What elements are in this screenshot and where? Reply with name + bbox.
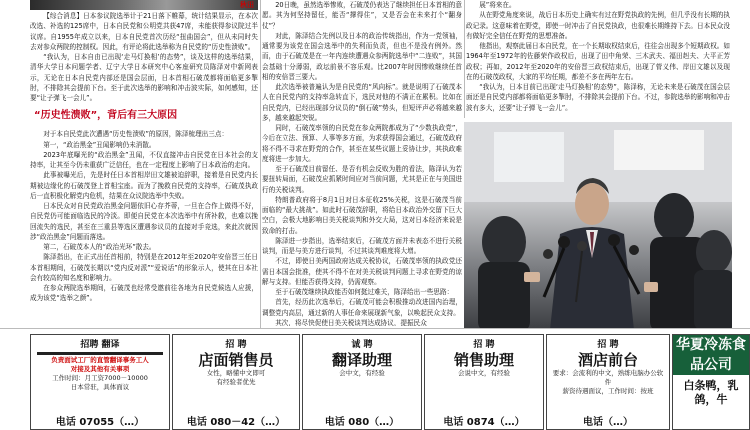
paragraph: “我认为，日本自由已出现‘走马灯换相’的态势”，谈及这样的选举结果，清华大学日本问题学者、辽宁大学日本研究中心客座研究员陈泽对中新网表示，无论在日本自民党内部还是国会层面，日本首相石破茂都将面临更多掣肘，不排除其会提前下台。至于此次选举的影响和冲击波实际，如何感知，还要“让子弹飞一会儿”。 <box>30 53 258 102</box>
paragraph: 在参众两院选举期间，石破茂也经常受邀前往各地为自民党候选人应援，成为该党“选举之颜”。 <box>30 284 258 303</box>
ad-line: 女性，略懂中文即可 <box>206 369 266 377</box>
paragraph: 展”将来在。 <box>479 1 516 9</box>
ad-title: 翻译助理 <box>331 351 392 369</box>
ad-header: 招聘 翻译 <box>80 340 120 350</box>
ad-translator <box>30 334 170 430</box>
column-divider <box>464 0 465 118</box>
ad-sales-assistant <box>424 334 544 430</box>
paragraph: 20日晚，虽然选举惨败，石破茂仍表达了继续担任日本首相的意愿。其为何坚持留任，能否“撑得住”，又是否会在未来打个“翻身仗”？ <box>262 1 462 30</box>
ad-phone: 电话 07055（…） <box>55 417 145 428</box>
ad-line: 会说中文，有经验 <box>458 369 510 377</box>
paragraph: 对于本自民党此次遭遇“历史性溃败”的原因，陈泽梳理出三点： <box>43 130 229 139</box>
subheading: “历史性溃败”，背后有三大原因 <box>34 110 178 122</box>
ad-translation-assistant <box>302 334 422 430</box>
press-scrum-illustration <box>464 122 732 328</box>
paragraph: 第一，“政治黑金”丑闻影响仍未消散。 <box>43 140 156 149</box>
ad-line: 要求：会流利的中文，熟练电脑办公软件 <box>552 369 664 386</box>
ad-phone: 电话 080（…） <box>324 417 400 428</box>
ad-title: 店面销售员 <box>198 351 274 369</box>
ad-line: 工作时间：月工资7000－10000 <box>52 374 148 382</box>
classifieds-strip <box>30 334 750 430</box>
paragraph: 【综合消息】日本参议院选举计于21日落下帷幕，统计结果显示，在本次改选、补选的125席中，日本自民党和公明党共获47席，未能获得参议院过半议席。自1955年成立以来，日本自民党首次历经“扭曲国会”，但从未同时失去对参众两院的控制权。因此，有评论将此选举称为自民党的“历史性溃败”。 <box>30 12 258 51</box>
paragraph: 至于石破茂目前留任、是否有机会反败为胜的看法，陈泽认为若要扭转局面，石破茂应抓紧时间应对当前问题，尤其是正在与美国进行的关税谈判。 <box>262 165 462 194</box>
photo-tag: 秋田 <box>240 1 254 9</box>
paragraph: 此次选举被普遍认为是自民党的“风向标”。就是说明了石破茂本人在自民党内的支持率急转直下，选民对他的不满正在累积。比如在自民党内，已经出现部分议员的“倒石破”势头，但短评声必将越来越多，越来越起突锐。 <box>262 83 462 122</box>
article-column-3 <box>466 0 730 117</box>
paragraph: 2023年底曝光的“政治黑金”丑闻，不仅直接冲击自民党在日本社会的支持率，让其至今仍未重获广泛信任，也在一定程度上影响了日本政治的走向。 <box>30 150 258 169</box>
paragraph: 其次，将尽快促使日美关税谈判达成协议，提振民众 <box>275 318 427 326</box>
ad-phone: 电话（…） <box>583 417 633 428</box>
ad-frozen-food <box>672 334 750 430</box>
paragraph: 此事被曝光后，先是时任日本首相岸田文雄被迫辞职，接着是自民党内长期被边缘化的石破茂登上首相宝座。而为了挽救自民党的支持率，石破茂执政后一直积极化解党内危机，结果在众议院选举中失败。 <box>30 171 258 200</box>
news-photo <box>464 122 732 328</box>
ad-hotel-front-desk <box>546 334 670 430</box>
ads-divider <box>0 328 750 329</box>
ad-header: 招 聘 <box>225 340 247 350</box>
ad-header: 华夏冷冻食品公司 <box>673 335 749 375</box>
paragraph: 第二，石破茂本人的“政治光环”散去。 <box>43 243 156 251</box>
ad-line: 有经验者优先 <box>216 378 256 386</box>
paragraph: 至于石破茂继续执政能否如何挺过难关，陈泽给出一些思路： <box>275 288 454 296</box>
ad-header: 诚 聘 <box>351 340 373 350</box>
ad-store-sales <box>172 334 300 430</box>
paragraph: 首先，经历此次选举后，石破茂可能会积极推动改进国内治理，调整党内高层，通过新的人事任命来展现新气象，以唤起民众支持。 <box>262 298 462 317</box>
ad-line: 负责面试工厂的直管翻译事务工人 <box>51 356 149 364</box>
ad-phone: 电话 0874（…） <box>443 417 525 428</box>
paragraph: 他指出，观察此届日本自民党，在一个长期取权结束后，往往会出现多个短期政权。如1964年至1972年的佐藤荣作政权后，出现了田中角荣、三木武夫、福田赳夫、大平正芳政权；再如，2012年至2020年的安倍晋三政权结束后，出现了菅义伟、岸田文雄以及现在的石破茂政权，大家的平均任期，都差不多在两年左右。 <box>466 42 730 81</box>
paragraph: 同时，石破茂率领的自民党在参众两院都成为了“少数执政党”，今后在立法、预算、人事等多方面，为求获得国会通过，石破茂政府将不得不寻求在野党的合作，甚至在某些议题上妥协让步，其执政难度将进一步加大。 <box>262 124 462 163</box>
ad-header: 招 聘 <box>473 340 495 350</box>
article-column-1 <box>30 11 258 327</box>
top-photo-strip <box>30 0 258 10</box>
column-divider <box>260 0 261 328</box>
ad-line: 薪资待遇面议，工作时间：按班 <box>562 387 654 395</box>
ad-line: 日本常驻，具体面议 <box>70 383 130 391</box>
paragraph: 特朗普政府将于8月1日对日本征收25%关税，这是石破茂当前面临的“最大挑战”。如此时石破茂辞职，将给日本政治外交留下巨大空白，会极大地影响日美关税谈判和外交大局，这对日本经济来说是致命的打击。 <box>262 195 462 235</box>
ad-line: 对接及其他有关事项 <box>70 365 130 373</box>
ad-line: 会中文，有经验 <box>339 369 385 377</box>
paragraph: “我认为，日本目前已出现‘走马灯换相’的态势”，陈泽称，无论未来是石破茂在国会层面还是自民党内部都将面临更多掣肘，不排除其会提前下台。不过，参院选举的影响和冲击波有多大，还要“让子弹飞一会儿”。 <box>466 83 730 112</box>
paragraph: 不过，即使日美两国政府达成关税协议，石破茂率领的执政党还需日本国会批准，使其不得不在对美关税谈判问题上寻求在野党的谅解与支持。但能否获得支持，仍需观察。 <box>262 257 462 286</box>
ad-header: 招 聘 <box>597 340 619 350</box>
article-column-2 <box>262 0 462 326</box>
ad-line: 白条鸭，乳鸽，牛 <box>683 379 739 406</box>
paragraph: 从在野党角度来说，战后日本历史上确实有过在野党执政的先例，但几乎没有长期的执政记录。这意味着在野党，即使一时冲击了自民党执政，也很难长期维持下去。日本民众没有做好完全信任在野党的思想准备。 <box>466 11 730 40</box>
paragraph: 陈泽进一步指出，选举结束后，石破茂方面并未表态不进行关税谈判，而是与美方进行谈判，不过其谈判难度将大增。 <box>262 236 462 255</box>
ad-rule <box>37 352 163 355</box>
paragraph: 对此，陈泽结合先例以及日本的政治传统指出，作为一党领袖，通常要为该党在国会选举中的失利而负责，但也不是没有例外。然而，由于石破茂是在一年内连续遭遇众参两院选举中“二连败”，其国会基础十分薄弱，政坛前景不容乐观。比2007年时因惨败继续任首相的安倍晋三要大。 <box>262 31 462 81</box>
paragraph: 陈泽指出，在正式出任首相前，特别是在2012年至2020年安倍晋三任日本首相期间，石破茂长期以“党内反对派”“爱说话”的形象示人，使其在日本社会有较高的知名度和影响力。 <box>30 253 258 282</box>
ad-phone: 电话 080－42（…） <box>186 417 286 428</box>
ad-title: 酒店前台 <box>577 351 638 369</box>
paragraph: 日本民众对自民党政治黑金问题依旧心存芥蒂，一旦在合作上做得不好，自民党仍可能面临选民的冷淡。即便自民党在本次选举中有所补救，也难以挽回流失的选民，甚至在三重县等选区遭遇参议员的直接对手竞选，来此次就因涉“政治黑金”问题而落选。 <box>30 202 258 241</box>
ad-title: 销售助理 <box>453 351 514 369</box>
